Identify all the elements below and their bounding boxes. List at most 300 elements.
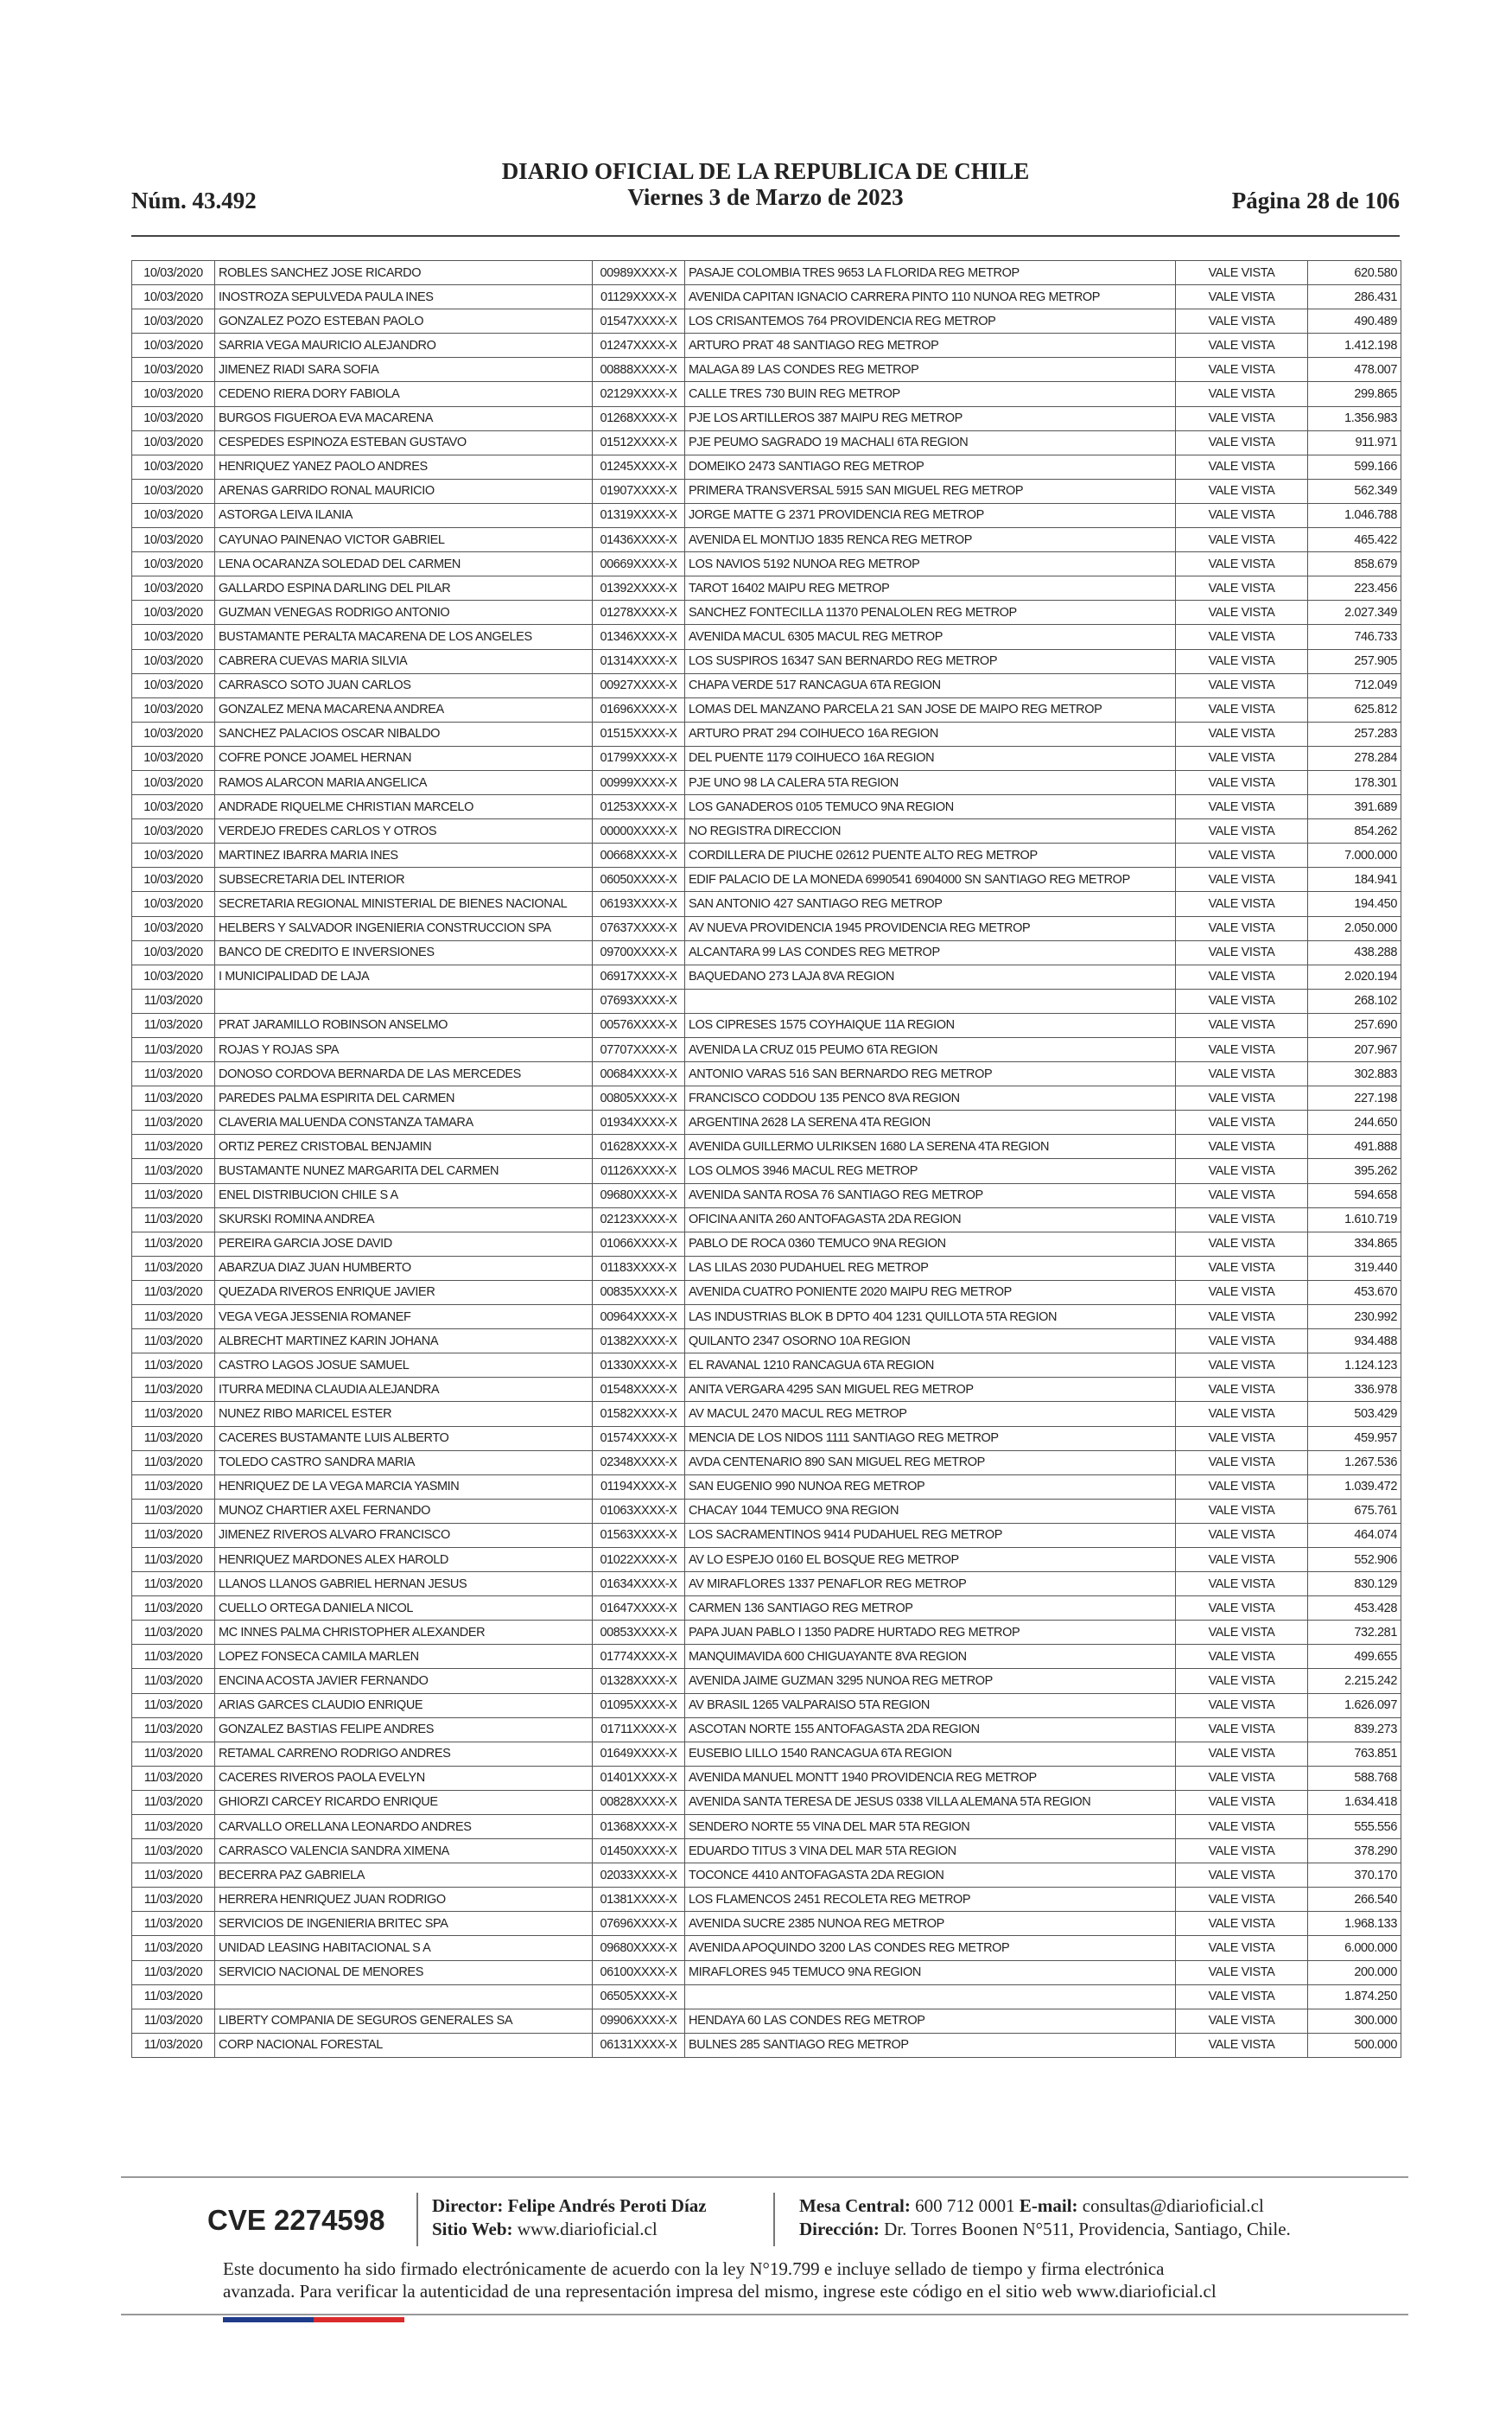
address-cell: JORGE MATTE G 2371 PROVIDENCIA REG METROP — [685, 503, 1176, 527]
beneficiary-cell: HENRIQUEZ DE LA VEGA MARCIA YASMIN — [215, 1474, 593, 1499]
beneficiary-cell: ROBLES SANCHEZ JOSE RICARDO — [215, 261, 593, 285]
table-row — [132, 1960, 1401, 1984]
rut-cell: 01253XXXX-X — [593, 795, 685, 819]
amount-cell: 594.658 — [1308, 1183, 1401, 1207]
date-cell: 11/03/2020 — [132, 2009, 215, 2033]
address-cell: EL RAVANAL 1210 RANCAGUA 6TA REGION — [685, 1353, 1176, 1378]
beneficiary-cell: BECERRA PAZ GABRIELA — [215, 1863, 593, 1888]
payment-type-cell: VALE VISTA — [1176, 1596, 1308, 1621]
address-cell: CORDILLERA DE PIUCHE 02612 PUENTE ALTO REG METROP — [685, 844, 1176, 868]
address-cell: LOS FLAMENCOS 2451 RECOLETA REG METROP — [685, 1888, 1176, 1912]
rut-cell: 09680XXXX-X — [593, 1936, 685, 1960]
beneficiary-cell: ABARZUA DIAZ JUAN HUMBERTO — [215, 1256, 593, 1280]
address-cell — [685, 1984, 1176, 2009]
table-row — [132, 697, 1401, 722]
rut-cell: 00888XXXX-X — [593, 358, 685, 382]
date-cell: 11/03/2020 — [132, 1717, 215, 1742]
table-row — [132, 1984, 1401, 2009]
date-cell: 10/03/2020 — [132, 965, 215, 989]
table-row — [132, 1111, 1401, 1135]
rut-cell: 01382XXXX-X — [593, 1329, 685, 1353]
amount-cell: 490.489 — [1308, 309, 1401, 334]
beneficiary-cell: MC INNES PALMA CHRISTOPHER ALEXANDER — [215, 1621, 593, 1645]
payment-type-cell: VALE VISTA — [1176, 770, 1308, 794]
address-cell: OFICINA ANITA 260 ANTOFAGASTA 2DA REGION — [685, 1207, 1176, 1232]
payment-type-cell: VALE VISTA — [1176, 1062, 1308, 1086]
payment-type-cell: VALE VISTA — [1176, 965, 1308, 989]
amount-cell: 2.215.242 — [1308, 1669, 1401, 1693]
amount-cell: 499.655 — [1308, 1645, 1401, 1669]
date-cell: 10/03/2020 — [132, 382, 215, 406]
amount-cell: 2.027.349 — [1308, 601, 1401, 625]
payment-type-cell: VALE VISTA — [1176, 1936, 1308, 1960]
date-cell: 10/03/2020 — [132, 673, 215, 697]
payment-type-cell: VALE VISTA — [1176, 1863, 1308, 1888]
table-row — [132, 1912, 1401, 1936]
date-cell: 11/03/2020 — [132, 1572, 215, 1596]
table-row — [132, 382, 1401, 406]
table-row — [132, 334, 1401, 358]
payment-type-cell: VALE VISTA — [1176, 576, 1308, 601]
amount-cell: 300.000 — [1308, 2009, 1401, 2033]
footer-separator — [416, 2193, 418, 2246]
address-cell: ALCANTARA 99 LAS CONDES REG METROP — [685, 940, 1176, 965]
address-cell: NO REGISTRA DIRECCION — [685, 819, 1176, 844]
rut-cell: 09680XXXX-X — [593, 1183, 685, 1207]
rut-cell: 01314XXXX-X — [593, 649, 685, 673]
date-cell: 11/03/2020 — [132, 1790, 215, 1814]
payment-type-cell: VALE VISTA — [1176, 673, 1308, 697]
amount-cell: 830.129 — [1308, 1572, 1401, 1596]
amount-cell: 503.429 — [1308, 1402, 1401, 1426]
payment-type-cell: VALE VISTA — [1176, 358, 1308, 382]
rut-cell: 00669XXXX-X — [593, 552, 685, 576]
amount-cell: 223.456 — [1308, 576, 1401, 601]
payments-table — [131, 260, 1401, 2058]
date-cell: 10/03/2020 — [132, 819, 215, 844]
amount-cell: 1.874.250 — [1308, 1984, 1401, 2009]
amount-cell: 257.690 — [1308, 1013, 1401, 1037]
date-cell: 11/03/2020 — [132, 1086, 215, 1111]
table-row — [132, 819, 1401, 844]
table-row — [132, 868, 1401, 892]
address-cell: EDIF PALACIO DE LA MONEDA 6990541 6904000 SN SANTIAGO REG METROP — [685, 868, 1176, 892]
rut-cell: 00853XXXX-X — [593, 1621, 685, 1645]
date-cell: 10/03/2020 — [132, 892, 215, 916]
date-cell: 11/03/2020 — [132, 1038, 215, 1062]
rut-cell: 09906XXXX-X — [593, 2009, 685, 2033]
signature-note — [223, 2258, 1294, 2302]
date-cell: 11/03/2020 — [132, 1839, 215, 1863]
payment-type-cell: VALE VISTA — [1176, 309, 1308, 334]
payment-type-cell: VALE VISTA — [1176, 1474, 1308, 1499]
table-row — [132, 1329, 1401, 1353]
table-row — [132, 1888, 1401, 1912]
amount-cell: 453.670 — [1308, 1280, 1401, 1304]
table-row — [132, 1669, 1401, 1693]
table-row — [132, 601, 1401, 625]
address-cell: LOS CIPRESES 1575 COYHAIQUE 11A REGION — [685, 1013, 1176, 1037]
table-row — [132, 479, 1401, 503]
table-row — [132, 261, 1401, 285]
payment-type-cell: VALE VISTA — [1176, 1839, 1308, 1863]
address-cell: FRANCISCO CODDOU 135 PENCO 8VA REGION — [685, 1086, 1176, 1111]
address-value: Dr. Torres Boonen N°511, Providencia, Santiago, Chile. — [884, 2219, 1291, 2239]
beneficiary-cell: LLANOS LLANOS GABRIEL HERNAN JESUS — [215, 1572, 593, 1596]
table-row — [132, 358, 1401, 382]
beneficiary-cell: SERVICIOS DE INGENIERIA BRITEC SPA — [215, 1912, 593, 1936]
payment-type-cell: VALE VISTA — [1176, 1523, 1308, 1547]
beneficiary-cell: HERRERA HENRIQUEZ JUAN RODRIGO — [215, 1888, 593, 1912]
address-cell: LOS SUSPIROS 16347 SAN BERNARDO REG METROP — [685, 649, 1176, 673]
amount-cell: 395.262 — [1308, 1159, 1401, 1183]
table-row — [132, 1766, 1401, 1790]
cve-code: CVE 2274598 — [207, 2204, 385, 2236]
address-cell: BULNES 285 SANTIAGO REG METROP — [685, 2033, 1176, 2057]
payment-type-cell: VALE VISTA — [1176, 1790, 1308, 1814]
date-cell: 10/03/2020 — [132, 430, 215, 455]
rut-cell: 01450XXXX-X — [593, 1839, 685, 1863]
address-cell: AVDA CENTENARIO 890 SAN MIGUEL REG METROP — [685, 1450, 1176, 1474]
beneficiary-cell: CARVALLO ORELLANA LEONARDO ANDRES — [215, 1815, 593, 1839]
rut-cell: 06917XXXX-X — [593, 965, 685, 989]
date-cell: 10/03/2020 — [132, 844, 215, 868]
date-cell: 11/03/2020 — [132, 1135, 215, 1159]
payment-type-cell: VALE VISTA — [1176, 528, 1308, 552]
table-row — [132, 1499, 1401, 1523]
amount-cell: 207.967 — [1308, 1038, 1401, 1062]
rut-cell: 00668XXXX-X — [593, 844, 685, 868]
address-cell: DOMEIKO 2473 SANTIAGO REG METROP — [685, 455, 1176, 479]
payment-type-cell: VALE VISTA — [1176, 1038, 1308, 1062]
date-cell: 11/03/2020 — [132, 1960, 215, 1984]
address-cell: PRIMERA TRANSVERSAL 5915 SAN MIGUEL REG METROP — [685, 479, 1176, 503]
address-cell: AVENIDA SUCRE 2385 NUNOA REG METROP — [685, 1912, 1176, 1936]
table-row — [132, 1839, 1401, 1863]
amount-cell: 620.580 — [1308, 261, 1401, 285]
payment-type-cell: VALE VISTA — [1176, 334, 1308, 358]
payment-type-cell: VALE VISTA — [1176, 552, 1308, 576]
payment-type-cell: VALE VISTA — [1176, 1815, 1308, 1839]
beneficiary-cell: BANCO DE CREDITO E INVERSIONES — [215, 940, 593, 965]
payment-type-cell: VALE VISTA — [1176, 1912, 1308, 1936]
gazette-name: DIARIO OFICIAL DE LA REPUBLICA DE CHILE — [501, 158, 1030, 184]
payment-type-cell: VALE VISTA — [1176, 261, 1308, 285]
date-cell: 11/03/2020 — [132, 1499, 215, 1523]
contact-block — [799, 2194, 1291, 2241]
payment-type-cell: VALE VISTA — [1176, 1621, 1308, 1645]
address-cell: AVENIDA EL MONTIJO 1835 RENCA REG METROP — [685, 528, 1176, 552]
amount-cell: 934.488 — [1308, 1329, 1401, 1353]
rut-cell: 01799XXXX-X — [593, 746, 685, 770]
date-cell: 11/03/2020 — [132, 1984, 215, 2009]
payment-type-cell: VALE VISTA — [1176, 430, 1308, 455]
table-row — [132, 1378, 1401, 1402]
rut-cell: 01907XXXX-X — [593, 479, 685, 503]
date-cell: 11/03/2020 — [132, 1111, 215, 1135]
date-cell: 11/03/2020 — [132, 1766, 215, 1790]
table-row — [132, 1621, 1401, 1645]
amount-cell: 336.978 — [1308, 1378, 1401, 1402]
rut-cell: 01649XXXX-X — [593, 1742, 685, 1766]
amount-cell: 268.102 — [1308, 989, 1401, 1013]
rut-cell: 01628XXXX-X — [593, 1135, 685, 1159]
amount-cell: 1.124.123 — [1308, 1353, 1401, 1378]
beneficiary-cell: LOPEZ FONSECA CAMILA MARLEN — [215, 1645, 593, 1669]
date-cell: 10/03/2020 — [132, 601, 215, 625]
beneficiary-cell: ASTORGA LEIVA ILANIA — [215, 503, 593, 527]
date-cell: 11/03/2020 — [132, 1232, 215, 1256]
table-row — [132, 503, 1401, 527]
beneficiary-cell: GHIORZI CARCEY RICARDO ENRIQUE — [215, 1790, 593, 1814]
table-row — [132, 1572, 1401, 1596]
header-divider — [131, 235, 1400, 237]
payment-type-cell: VALE VISTA — [1176, 1888, 1308, 1912]
payment-type-cell: VALE VISTA — [1176, 697, 1308, 722]
date-cell: 11/03/2020 — [132, 1474, 215, 1499]
rut-cell: 01563XXXX-X — [593, 1523, 685, 1547]
rut-cell: 01436XXXX-X — [593, 528, 685, 552]
payment-type-cell: VALE VISTA — [1176, 455, 1308, 479]
address-cell: AVENIDA SANTA ROSA 76 SANTIAGO REG METROP — [685, 1183, 1176, 1207]
table-row — [132, 455, 1401, 479]
address-cell: PJE UNO 98 LA CALERA 5TA REGION — [685, 770, 1176, 794]
amount-cell: 1.968.133 — [1308, 1912, 1401, 1936]
date-cell: 11/03/2020 — [132, 989, 215, 1013]
address-cell: AVENIDA JAIME GUZMAN 3295 NUNOA REG METROP — [685, 1669, 1176, 1693]
amount-cell: 491.888 — [1308, 1135, 1401, 1159]
date-cell: 11/03/2020 — [132, 1305, 215, 1329]
date-cell: 11/03/2020 — [132, 1426, 215, 1450]
rut-cell: 07696XXXX-X — [593, 1912, 685, 1936]
beneficiary-cell: CARRASCO VALENCIA SANDRA XIMENA — [215, 1839, 593, 1863]
date-cell: 11/03/2020 — [132, 1062, 215, 1086]
amount-cell: 1.039.472 — [1308, 1474, 1401, 1499]
address-cell: LOS NAVIOS 5192 NUNOA REG METROP — [685, 552, 1176, 576]
beneficiary-cell: PRAT JARAMILLO ROBINSON ANSELMO — [215, 1013, 593, 1037]
date-cell: 10/03/2020 — [132, 697, 215, 722]
payment-type-cell: VALE VISTA — [1176, 1159, 1308, 1183]
payments-table-body — [132, 261, 1401, 2058]
table-row — [132, 1547, 1401, 1571]
rut-cell: 02033XXXX-X — [593, 1863, 685, 1888]
amount-cell: 286.431 — [1308, 285, 1401, 309]
amount-cell: 370.170 — [1308, 1863, 1401, 1888]
beneficiary-cell: HENRIQUEZ MARDONES ALEX HAROLD — [215, 1547, 593, 1571]
payment-type-cell: VALE VISTA — [1176, 503, 1308, 527]
rut-cell: 06050XXXX-X — [593, 868, 685, 892]
rut-cell: 01381XXXX-X — [593, 1888, 685, 1912]
payment-type-cell: VALE VISTA — [1176, 940, 1308, 965]
date-cell: 10/03/2020 — [132, 770, 215, 794]
issue-date: Viernes 3 de Marzo de 2023 — [627, 184, 904, 210]
rut-cell: 01063XXXX-X — [593, 1499, 685, 1523]
address-cell: AVENIDA APOQUINDO 3200 LAS CONDES REG METROP — [685, 1936, 1176, 1960]
address-cell: LOS SACRAMENTINOS 9414 PUDAHUEL REG METROP — [685, 1523, 1176, 1547]
payment-type-cell: VALE VISTA — [1176, 649, 1308, 673]
table-row — [132, 1232, 1401, 1256]
date-cell: 11/03/2020 — [132, 1013, 215, 1037]
table-row — [132, 1038, 1401, 1062]
amount-cell: 599.166 — [1308, 455, 1401, 479]
beneficiary-cell: INOSTROZA SEPULVEDA PAULA INES — [215, 285, 593, 309]
footer-separator — [773, 2193, 775, 2246]
rut-cell: 01247XXXX-X — [593, 334, 685, 358]
beneficiary-cell: PAREDES PALMA ESPIRITA DEL CARMEN — [215, 1086, 593, 1111]
beneficiary-cell: ARIAS GARCES CLAUDIO ENRIQUE — [215, 1693, 593, 1717]
signature-note-line: avanzada. Para verificar la autenticidad de una representación impresa del mismo, ingrese este código en el sitio web www.diarioficial.cl — [223, 2281, 1217, 2302]
table-row — [132, 1207, 1401, 1232]
date-cell: 11/03/2020 — [132, 1912, 215, 1936]
beneficiary-cell: SECRETARIA REGIONAL MINISTERIAL DE BIENES NACIONAL — [215, 892, 593, 916]
date-cell: 10/03/2020 — [132, 285, 215, 309]
rut-cell: 00576XXXX-X — [593, 1013, 685, 1037]
rut-cell: 06100XXXX-X — [593, 1960, 685, 1984]
payment-type-cell: VALE VISTA — [1176, 819, 1308, 844]
table-row — [132, 916, 1401, 940]
footer-divider — [121, 2176, 1408, 2178]
footer-bottom-divider — [121, 2314, 1408, 2315]
payment-type-cell: VALE VISTA — [1176, 1402, 1308, 1426]
amount-cell: 230.992 — [1308, 1305, 1401, 1329]
address-cell: TAROT 16402 MAIPU REG METROP — [685, 576, 1176, 601]
table-row — [132, 965, 1401, 989]
email-link[interactable]: consultas@diarioficial.cl — [1082, 2195, 1264, 2216]
beneficiary-cell: GALLARDO ESPINA DARLING DEL PILAR — [215, 576, 593, 601]
table-row — [132, 989, 1401, 1013]
payment-type-cell: VALE VISTA — [1176, 1207, 1308, 1232]
address-cell: AVENIDA MACUL 6305 MACUL REG METROP — [685, 625, 1176, 649]
rut-cell: 01548XXXX-X — [593, 1378, 685, 1402]
beneficiary-cell: MUNOZ CHARTIER AXEL FERNANDO — [215, 1499, 593, 1523]
table-row — [132, 1790, 1401, 1814]
rut-cell: 01194XXXX-X — [593, 1474, 685, 1499]
phone-number: 600 712 0001 — [915, 2195, 1015, 2216]
rut-cell: 01774XXXX-X — [593, 1645, 685, 1669]
payment-type-cell: VALE VISTA — [1176, 601, 1308, 625]
payment-type-cell: VALE VISTA — [1176, 1353, 1308, 1378]
amount-cell: 588.768 — [1308, 1766, 1401, 1790]
date-cell: 11/03/2020 — [132, 1378, 215, 1402]
table-row — [132, 1353, 1401, 1378]
table-row — [132, 1426, 1401, 1450]
amount-cell: 839.273 — [1308, 1717, 1401, 1742]
rut-cell: 01278XXXX-X — [593, 601, 685, 625]
table-row — [132, 1717, 1401, 1742]
table-row — [132, 1013, 1401, 1037]
table-row — [132, 795, 1401, 819]
date-cell: 11/03/2020 — [132, 1450, 215, 1474]
address-cell — [685, 989, 1176, 1013]
beneficiary-cell: TOLEDO CASTRO SANDRA MARIA — [215, 1450, 593, 1474]
amount-cell: 1.046.788 — [1308, 503, 1401, 527]
table-row — [132, 1693, 1401, 1717]
payment-type-cell: VALE VISTA — [1176, 1669, 1308, 1693]
payment-type-cell: VALE VISTA — [1176, 1305, 1308, 1329]
table-row — [132, 892, 1401, 916]
beneficiary-cell: MARTINEZ IBARRA MARIA INES — [215, 844, 593, 868]
payment-type-cell: VALE VISTA — [1176, 844, 1308, 868]
payment-type-cell: VALE VISTA — [1176, 2009, 1308, 2033]
amount-cell: 194.450 — [1308, 892, 1401, 916]
address-cell: AV MACUL 2470 MACUL REG METROP — [685, 1402, 1176, 1426]
address-cell: AVENIDA CUATRO PONIENTE 2020 MAIPU REG METROP — [685, 1280, 1176, 1304]
rut-cell: 06193XXXX-X — [593, 892, 685, 916]
beneficiary-cell: CEDENO RIERA DORY FABIOLA — [215, 382, 593, 406]
table-row — [132, 940, 1401, 965]
payment-type-cell: VALE VISTA — [1176, 1572, 1308, 1596]
payment-type-cell: VALE VISTA — [1176, 1086, 1308, 1111]
address-cell: EUSEBIO LILLO 1540 RANCAGUA 6TA REGION — [685, 1742, 1176, 1766]
payment-type-cell: VALE VISTA — [1176, 1960, 1308, 1984]
beneficiary-cell: BUSTAMANTE NUNEZ MARGARITA DEL CARMEN — [215, 1159, 593, 1183]
payment-type-cell: VALE VISTA — [1176, 1256, 1308, 1280]
rut-cell: 09700XXXX-X — [593, 940, 685, 965]
table-row — [132, 746, 1401, 770]
address-cell: CHAPA VERDE 517 RANCAGUA 6TA REGION — [685, 673, 1176, 697]
amount-cell: 1.412.198 — [1308, 334, 1401, 358]
date-cell: 10/03/2020 — [132, 940, 215, 965]
rut-cell: 01022XXXX-X — [593, 1547, 685, 1571]
amount-cell: 500.000 — [1308, 2033, 1401, 2057]
beneficiary-cell: CARRASCO SOTO JUAN CARLOS — [215, 673, 593, 697]
amount-cell: 378.290 — [1308, 1839, 1401, 1863]
website-link[interactable]: www.diarioficial.cl — [517, 2219, 658, 2239]
address-cell: CHACAY 1044 TEMUCO 9NA REGION — [685, 1499, 1176, 1523]
payment-type-cell: VALE VISTA — [1176, 1645, 1308, 1669]
beneficiary-cell: GONZALEZ MENA MACARENA ANDREA — [215, 697, 593, 722]
beneficiary-cell: JIMENEZ RIVEROS ALVARO FRANCISCO — [215, 1523, 593, 1547]
payment-type-cell: VALE VISTA — [1176, 1329, 1308, 1353]
rut-cell: 01515XXXX-X — [593, 722, 685, 746]
payment-type-cell: VALE VISTA — [1176, 892, 1308, 916]
payment-type-cell: VALE VISTA — [1176, 479, 1308, 503]
address-cell: ANTONIO VARAS 516 SAN BERNARDO REG METROP — [685, 1062, 1176, 1086]
address-cell: LAS LILAS 2030 PUDAHUEL REG METROP — [685, 1256, 1176, 1280]
rut-cell: 01319XXXX-X — [593, 503, 685, 527]
rut-cell: 01183XXXX-X — [593, 1256, 685, 1280]
address-cell: AV NUEVA PROVIDENCIA 1945 PROVIDENCIA REG METROP — [685, 916, 1176, 940]
amount-cell: 302.883 — [1308, 1062, 1401, 1086]
address-cell: PAPA JUAN PABLO I 1350 PADRE HURTADO REG METROP — [685, 1621, 1176, 1645]
flag-blue-stripe — [223, 2317, 314, 2322]
beneficiary-cell: SKURSKI ROMINA ANDREA — [215, 1207, 593, 1232]
rut-cell: 01401XXXX-X — [593, 1766, 685, 1790]
rut-cell: 06505XXXX-X — [593, 1984, 685, 2009]
table-row — [132, 1402, 1401, 1426]
date-cell: 10/03/2020 — [132, 455, 215, 479]
amount-cell: 465.422 — [1308, 528, 1401, 552]
payment-type-cell: VALE VISTA — [1176, 916, 1308, 940]
date-cell: 11/03/2020 — [132, 1159, 215, 1183]
address-label: Dirección: — [799, 2219, 880, 2239]
amount-cell: 266.540 — [1308, 1888, 1401, 1912]
beneficiary-cell: HENRIQUEZ YANEZ PAOLO ANDRES — [215, 455, 593, 479]
date-cell: 11/03/2020 — [132, 1207, 215, 1232]
date-cell: 10/03/2020 — [132, 868, 215, 892]
beneficiary-cell: GUZMAN VENEGAS RODRIGO ANTONIO — [215, 601, 593, 625]
amount-cell: 746.733 — [1308, 625, 1401, 649]
payment-type-cell: VALE VISTA — [1176, 722, 1308, 746]
flag-red-stripe — [314, 2317, 404, 2322]
address-cell: PABLO DE ROCA 0360 TEMUCO 9NA REGION — [685, 1232, 1176, 1256]
payment-type-cell: VALE VISTA — [1176, 1450, 1308, 1474]
address-cell: LOS OLMOS 3946 MACUL REG METROP — [685, 1159, 1176, 1183]
amount-cell: 1.267.536 — [1308, 1450, 1401, 1474]
address-cell: LOS CRISANTEMOS 764 PROVIDENCIA REG METROP — [685, 309, 1176, 334]
date-cell: 10/03/2020 — [132, 309, 215, 334]
rut-cell: 01512XXXX-X — [593, 430, 685, 455]
